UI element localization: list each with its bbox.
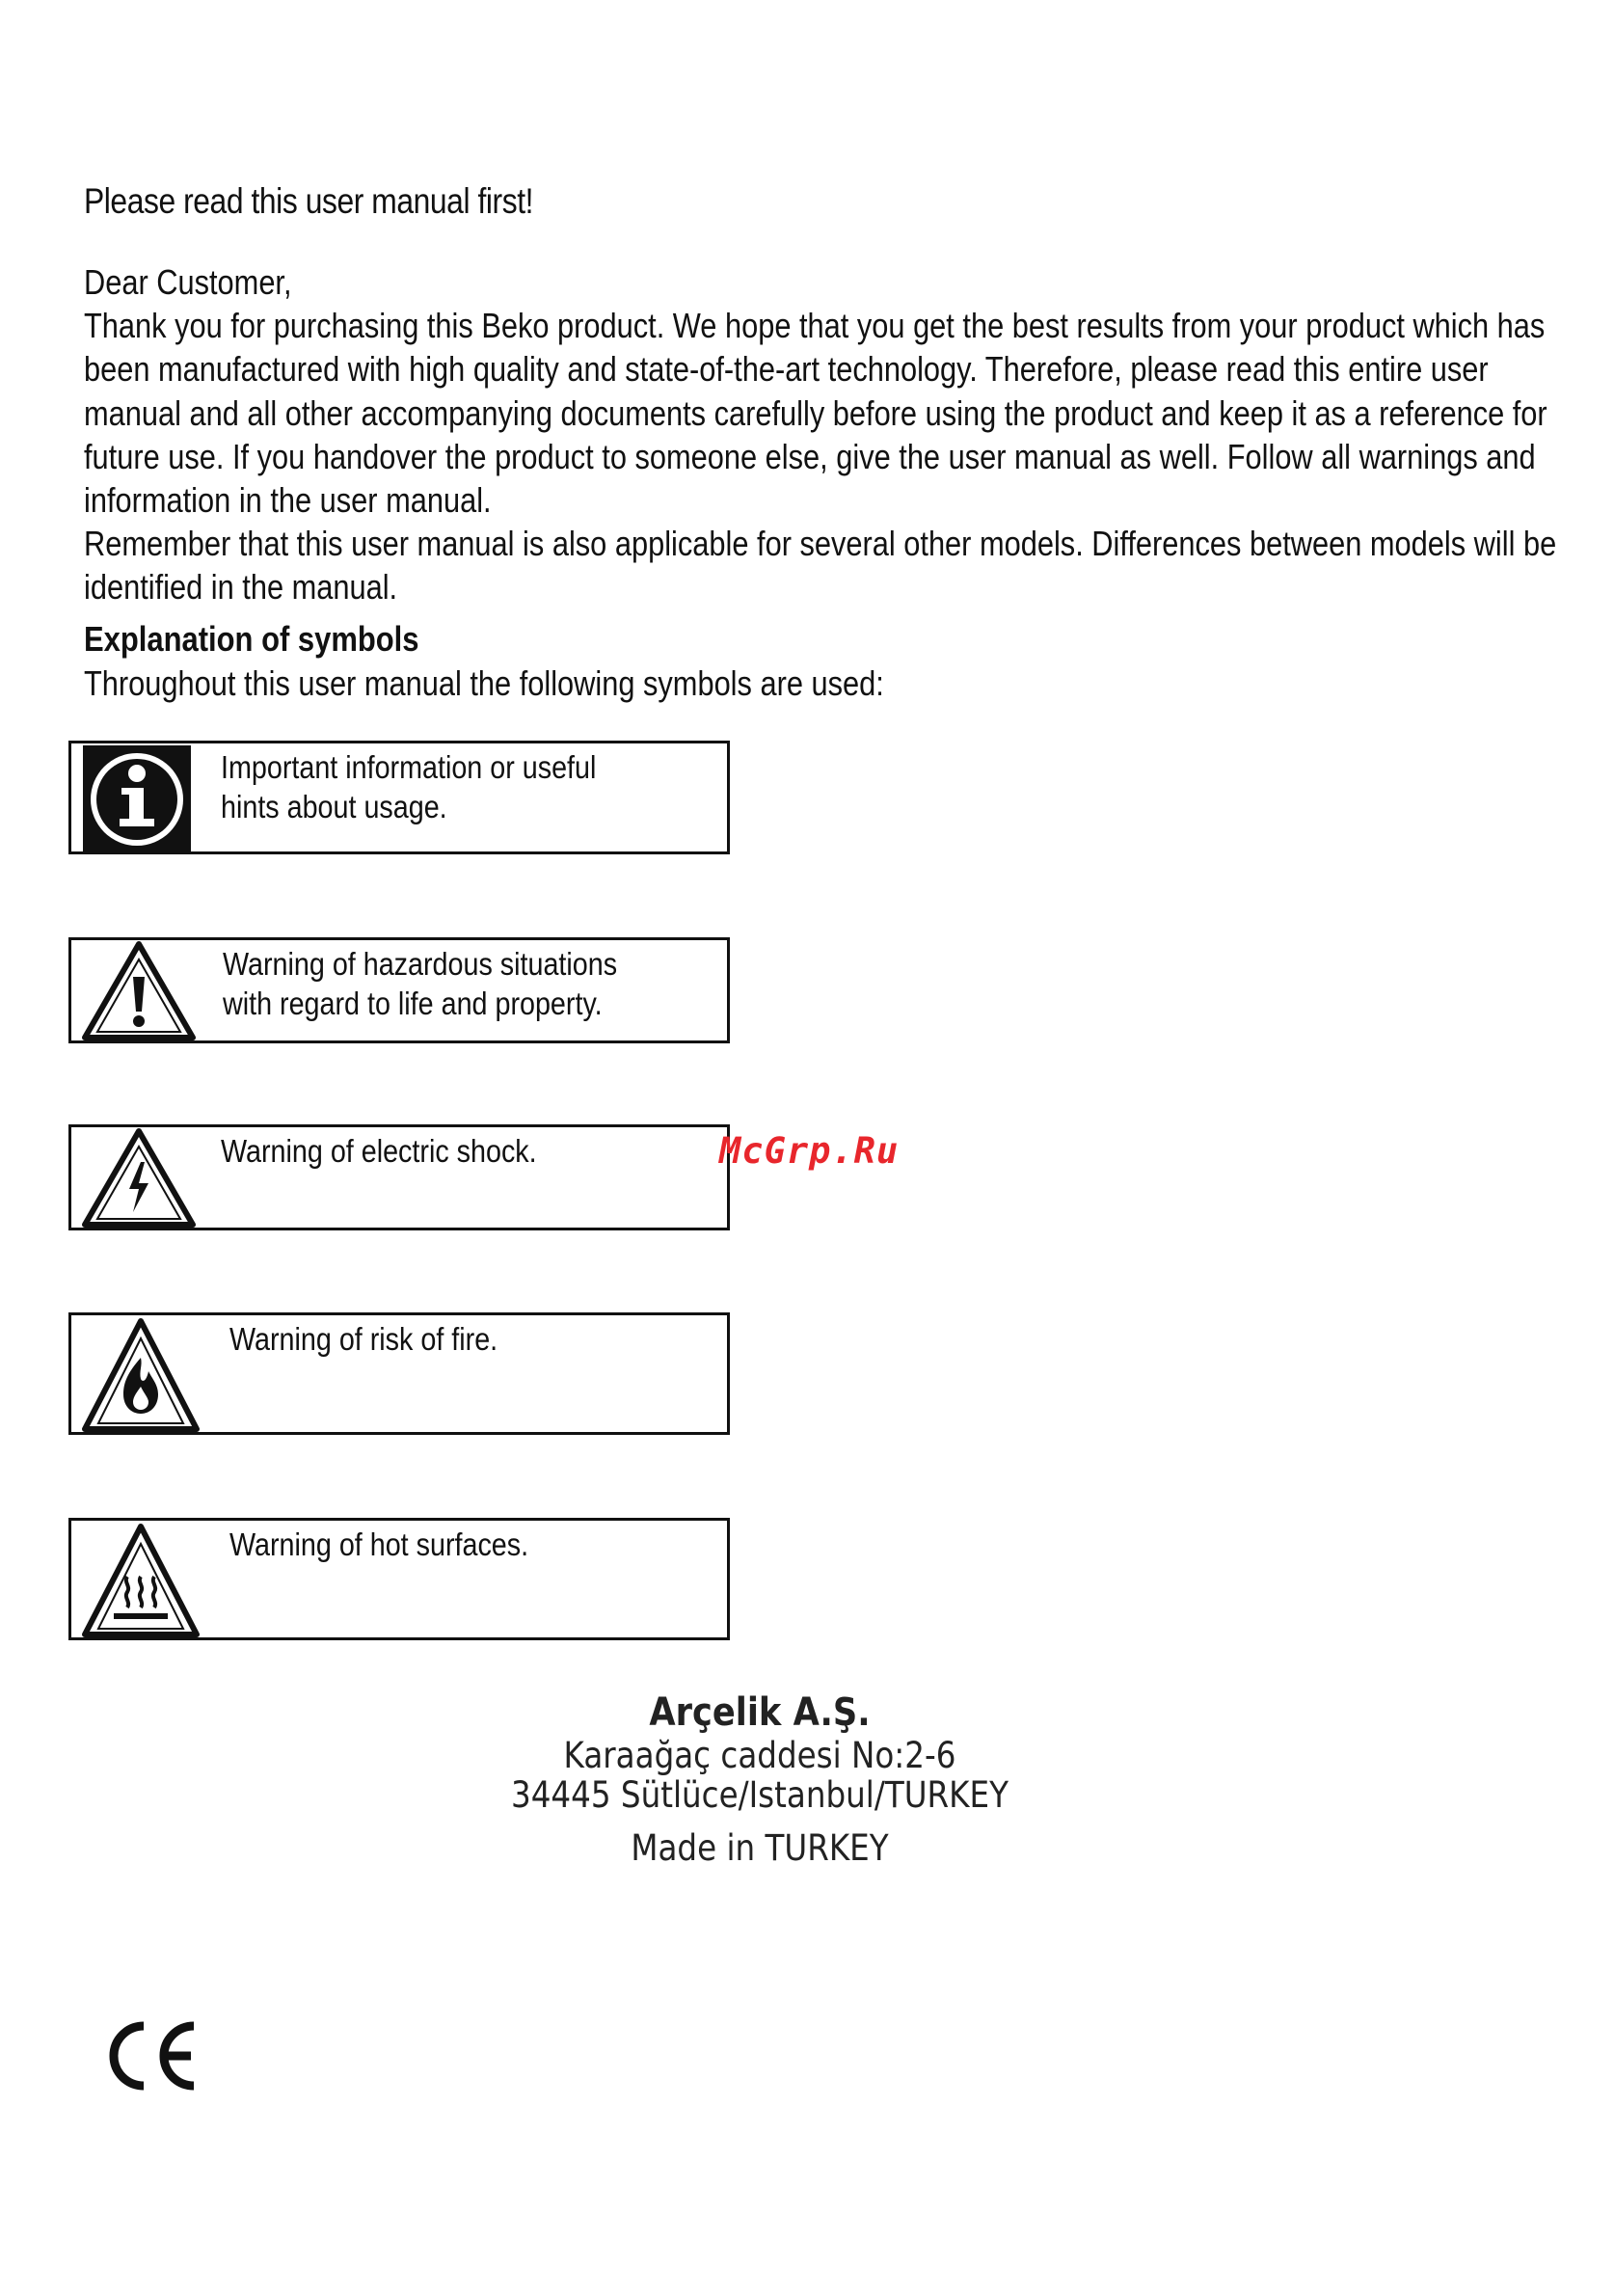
intro-paragraph: Thank you for purchasing this Beko product. We hope that you get the best results from your product which has been manufactured with high quality and state-of-the-art technology. Therefore, please read this entire user manual and all other accompanying documents carefully before using the product and keep it as a reference for future use. If you handover the product to someone else, give the user manual as well. Follow all warnings and information in the user manual. bbox=[84, 306, 1547, 521]
symbol-text-fire: Warning of risk of fire. bbox=[229, 1321, 498, 1357]
symbol-box-fire bbox=[68, 1312, 730, 1435]
hot-surface-icon bbox=[81, 1523, 201, 1643]
fire-icon bbox=[81, 1317, 201, 1438]
info-icon bbox=[83, 745, 191, 856]
models-note: Remember that this user manual is also applicable for several other models. Differences between models will be identified in the manual. bbox=[84, 524, 1557, 608]
city-address: 34445 Sütlüce/Istanbul/TURKEY bbox=[510, 1774, 1009, 1816]
symbols-section-title: Explanation of symbols bbox=[84, 619, 419, 659]
page-title: Please read this user manual first! bbox=[84, 181, 534, 221]
symbol-text-electric: Warning of electric shock. bbox=[221, 1133, 537, 1169]
symbol-text-warning: Warning of hazardous situations with regard to life and property. bbox=[223, 946, 618, 1021]
ce-mark-icon bbox=[100, 2020, 201, 2096]
symbol-text-info: Important information or useful hints about usage. bbox=[221, 749, 597, 824]
symbols-section-intro: Throughout this user manual the following symbols are used: bbox=[84, 663, 884, 703]
street-address: Karaağaç caddesi No:2-6 bbox=[563, 1735, 956, 1776]
electric-shock-icon bbox=[81, 1127, 197, 1232]
company-name: Arçelik A.Ş. bbox=[649, 1690, 871, 1735]
symbol-box-info bbox=[68, 741, 730, 854]
symbol-box-hot-surface bbox=[68, 1518, 730, 1640]
symbol-box-warning bbox=[68, 937, 730, 1043]
symbol-text-hot-surface: Warning of hot surfaces. bbox=[229, 1526, 529, 1562]
symbol-box-electric bbox=[68, 1124, 730, 1230]
warning-icon bbox=[81, 940, 197, 1045]
greeting: Dear Customer, bbox=[84, 262, 292, 302]
intro-text bbox=[84, 260, 1568, 609]
watermark: McGrp.Ru bbox=[719, 1130, 900, 1172]
country-of-origin: Made in TURKEY bbox=[631, 1827, 889, 1869]
manufacturer-address bbox=[415, 1689, 1105, 1868]
